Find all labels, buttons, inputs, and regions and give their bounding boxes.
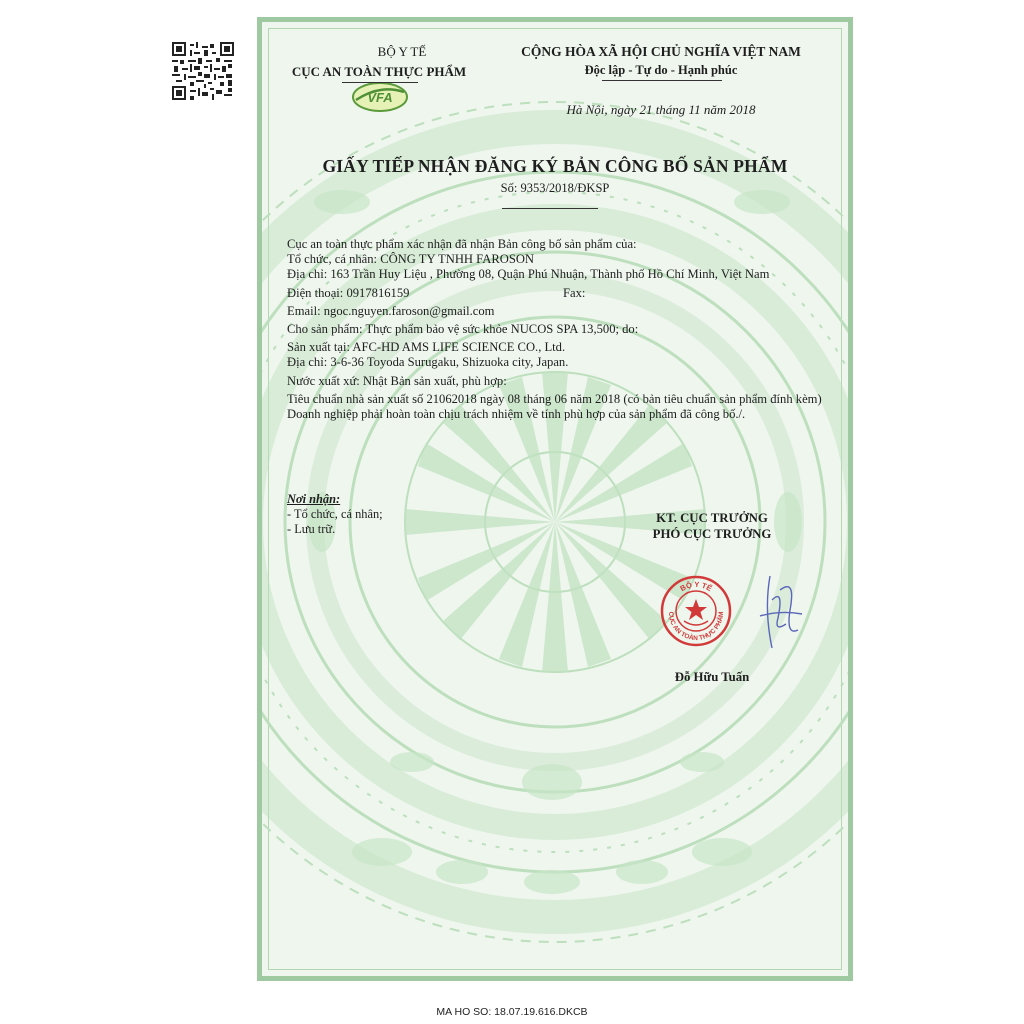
product-line: Cho sản phẩm: Thực phẩm bảo vệ sức khỏe NUCOS SPA 13,500; do: (287, 322, 639, 337)
manufacturer-address-line: Địa chỉ: 3-6-36 Toyoda Surugaku, Shizuoka city, Japan. (287, 355, 569, 370)
standard-line: Tiêu chuẩn nhà sản xuất số 21062018 ngày 08 tháng 06 năm 2018 (có bản tiêu chuẩn sản phẩm đính kèm) (287, 391, 822, 406)
qr-code (172, 42, 234, 100)
recipients-label: Nơi nhận: (287, 492, 341, 506)
organization-line: Tổ chức, cá nhân: CÔNG TY TNHH FAROSON (287, 252, 535, 267)
department-name: CỤC AN TOÀN THỰC PHẨM (291, 64, 467, 79)
official-stamp (660, 575, 732, 647)
origin-line: Nước xuất xứ: Nhật Bản sản xuất, phù hợp: (287, 373, 507, 388)
ministry-name: BỘ Y TẾ (377, 44, 427, 59)
signer-title-line1: KT. CỤC TRƯỞNG (656, 511, 768, 525)
country-name: CỘNG HÒA XÃ HỘI CHỦ NGHĨA VIỆT NAM (521, 44, 801, 59)
document-title: GIẤY TIẾP NHẬN ĐĂNG KÝ BẢN CÔNG BỐ SẢN PHẨM (322, 156, 788, 176)
email-line: Email: ngoc.nguyen.faroson@gmail.com (287, 303, 495, 318)
phone-line: Điện thoại: 0917816159 (287, 285, 410, 300)
intro-text: Cục an toàn thực phẩm xác nhận đã nhận Bản công bố sản phẩm của: (287, 237, 637, 251)
signer-title-line2: PHÓ CỤC TRƯỞNG (652, 527, 772, 541)
recipient-item: - Tổ chức, cá nhân; (287, 507, 383, 521)
manufacturer-line: Sản xuất tại: AFC-HD AMS LIFE SCIENCE CO., Ltd. (287, 340, 566, 355)
recipients-block (287, 492, 487, 537)
stamp-bottom-text: CỤC AN TOÀN THỰC PHẨM (666, 611, 726, 643)
address-line: Địa chỉ: 163 Trần Huy Liệu , Phường 08, Quận Phú Nhuận, Thành phố Hồ Chí Minh, Việt Nam (287, 267, 770, 282)
vfa-logo-text: VFA (367, 90, 393, 105)
recipient-item: - Lưu trữ. (287, 522, 336, 536)
issue-date: Hà Nội, ngày 21 tháng 11 năm 2018 (566, 102, 756, 117)
motto-underline (602, 80, 722, 81)
national-motto: Độc lập - Tự do - Hạnh phúc (584, 63, 738, 77)
stamp-top-text: BỘ Y TẾ (678, 579, 714, 594)
dossier-code: MA HO SO: 18.07.19.616.DKCB (436, 1006, 588, 1018)
handwritten-signature (750, 570, 810, 654)
certificate-body (287, 237, 832, 422)
responsibility-line: Doanh nghiệp phải hoàn toàn chịu trách nhiệm về tính phù hợp của sản phẩm đã công bố./. (287, 407, 746, 422)
contact-line (287, 286, 832, 301)
fax-line: Fax: (563, 285, 586, 300)
title-underline (502, 208, 598, 209)
signer-name: Đỗ Hữu Tuấn (674, 670, 750, 684)
document-number: Số: 9353/2018/ĐKSP (500, 181, 610, 195)
department-underline (342, 82, 418, 83)
certificate (257, 17, 853, 981)
vfa-logo (350, 80, 410, 114)
